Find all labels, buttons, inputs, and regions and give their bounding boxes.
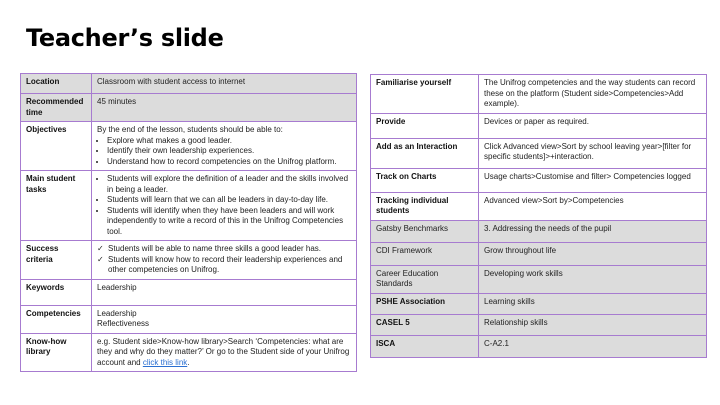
list-item: • Students will learn that we can all be leaders in day-to-day life.: [107, 195, 351, 206]
row-label: Main student tasks: [21, 171, 92, 241]
row-value: Developing work skills: [479, 265, 707, 293]
table-row: [371, 113, 707, 138]
row-label: Location: [21, 74, 92, 94]
row-value: 45 minutes: [92, 94, 357, 122]
row-value: The Unifrog competencies and the way students can record these on the platform (Student side>Competencies>Add example).: [479, 75, 707, 114]
check-icon: ✓: [97, 254, 104, 264]
objectives-intro: By the end of the lesson, students should be able to:: [97, 125, 283, 134]
table-row: [21, 171, 357, 241]
row-label: Success criteria: [21, 241, 92, 280]
list-item: • Explore what makes a good leader.: [107, 136, 351, 147]
row-value: C-A2.1: [479, 335, 707, 357]
table-row: [371, 75, 707, 114]
row-label: PSHE Association: [371, 293, 479, 314]
table-row: [21, 122, 357, 171]
row-value: [92, 171, 357, 241]
row-label: Add as an Interaction: [371, 138, 479, 168]
list-item: [97, 244, 351, 255]
row-label: Career Education Standards: [371, 265, 479, 293]
row-value: Advanced view>Sort by>Competencies: [479, 192, 707, 220]
row-label: Provide: [371, 113, 479, 138]
row-value: 3. Addressing the needs of the pupil: [479, 220, 707, 242]
page-title: Teacher’s slide: [26, 24, 224, 52]
row-value: Relationship skills: [479, 314, 707, 335]
row-value: [92, 305, 357, 333]
knowhow-text: e.g. Student side>Know-how library>Search ‘Competencies: what are they and why do they matter?’ Or go to the Student side of your Unifrog account and: [97, 336, 350, 367]
table-row: [21, 279, 357, 305]
row-label: Objectives: [21, 122, 92, 171]
row-label: ISCA: [371, 335, 479, 357]
row-label: Familiarise yourself: [371, 75, 479, 114]
row-value: Usage charts>Customise and filter> Competencies logged: [479, 168, 707, 192]
row-value: [92, 333, 357, 372]
tasks-list: [97, 174, 351, 237]
table-row: [21, 74, 357, 94]
list-item: • Students will explore the definition of a leader and the skills involved in being a leader.: [107, 174, 351, 195]
list-item: • Understand how to record competencies on the Unifrog platform.: [107, 157, 351, 168]
teacher-actions-table: [370, 74, 707, 358]
list-item: • Identify their own leadership experiences.: [107, 146, 351, 157]
row-value: [92, 122, 357, 171]
list-item: [97, 255, 351, 276]
table-row: [21, 94, 357, 122]
table-row: [371, 242, 707, 265]
row-label: Gatsby Benchmarks: [371, 220, 479, 242]
row-label: Recommended time: [21, 94, 92, 122]
objectives-list: [97, 136, 351, 168]
criterion-text: Students will be able to name three skills a good leader has.: [108, 244, 322, 253]
row-label: CDI Framework: [371, 242, 479, 265]
competency-item: Reflectiveness: [97, 319, 150, 328]
row-value: Grow throughout life: [479, 242, 707, 265]
criterion-text: Students will know how to record their leadership experiences and other competencies on Unifrog.: [108, 254, 343, 274]
row-label: Competencies: [21, 305, 92, 333]
row-value: Learning skills: [479, 293, 707, 314]
list-item: • Students will identify when they have been leaders and will work independently to write a record of this in the Unifrog Competencies tool.: [107, 206, 351, 238]
row-label: Know-how library: [21, 333, 92, 372]
table-row: [371, 265, 707, 293]
row-value: [92, 241, 357, 280]
table-row: [371, 192, 707, 220]
table-row: [21, 333, 357, 372]
success-list: [97, 244, 351, 276]
table-row: [371, 220, 707, 242]
row-value: Classroom with student access to internet: [92, 74, 357, 94]
table-row: [371, 335, 707, 357]
row-label: Keywords: [21, 279, 92, 305]
table-row: [371, 314, 707, 335]
table-row: [371, 138, 707, 168]
competency-item: Leadership: [97, 308, 137, 318]
row-value: Leadership: [92, 279, 357, 305]
table-row: [371, 293, 707, 314]
knowhow-link[interactable]: click this link: [142, 357, 188, 367]
row-label: Tracking individual students: [371, 192, 479, 220]
row-value: Devices or paper as required.: [479, 113, 707, 138]
row-value: Click Advanced view>Sort by school leaving year>[filter for specific students]>+interaction.: [479, 138, 707, 168]
check-icon: ✓: [97, 244, 104, 253]
knowhow-end: .: [187, 357, 190, 367]
table-row: [371, 168, 707, 192]
lesson-details-table: [20, 73, 357, 372]
row-label: CASEL 5: [371, 314, 479, 335]
row-label: Track on Charts: [371, 168, 479, 192]
table-row: [21, 241, 357, 280]
table-row: [21, 305, 357, 333]
